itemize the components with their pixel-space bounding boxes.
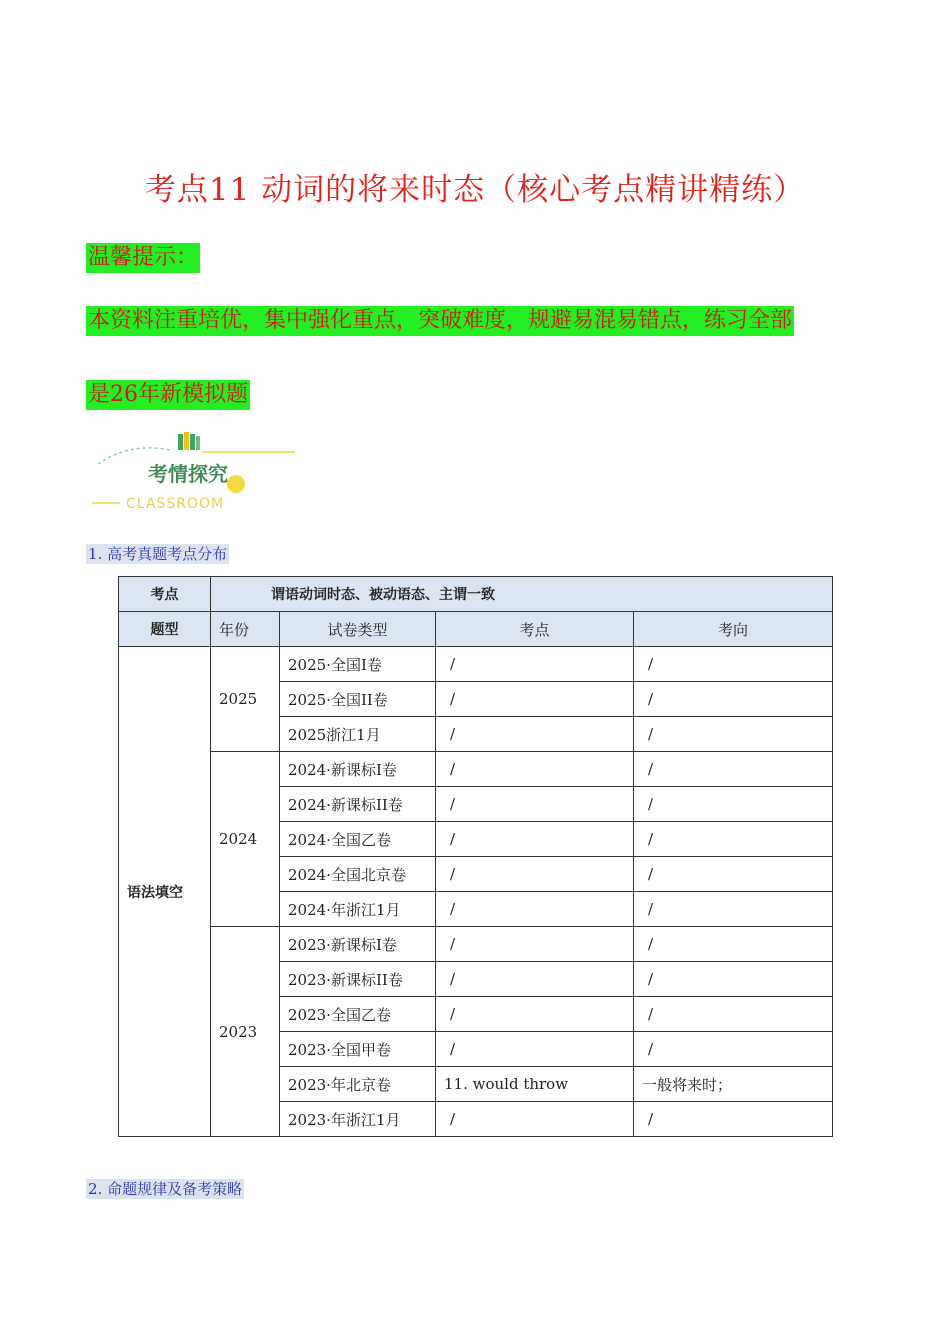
point-cell: /: [436, 682, 634, 717]
tip-label: 温馨提示：: [86, 243, 200, 273]
year-cell: 2024: [211, 752, 280, 927]
point-cell: /: [436, 752, 634, 787]
paper-cell: 2024·新课标I卷: [280, 752, 436, 787]
direction-cell: /: [634, 752, 833, 787]
header-point: 考点: [436, 612, 634, 647]
point-cell: /: [436, 927, 634, 962]
point-cell: /: [436, 892, 634, 927]
paper-cell: 2025·全国I卷: [280, 647, 436, 682]
direction-cell: /: [634, 682, 833, 717]
type-cell: 语法填空: [119, 647, 211, 1137]
direction-cell: /: [634, 717, 833, 752]
paper-cell: 2024·全国北京卷: [280, 857, 436, 892]
paper-cell: 2023·新课标II卷: [280, 962, 436, 997]
paper-cell: 2023·年北京卷: [280, 1067, 436, 1102]
year-cell: 2025: [211, 647, 280, 752]
paper-cell: 2025浙江1月: [280, 717, 436, 752]
point-cell: /: [436, 1102, 634, 1137]
direction-cell: /: [634, 787, 833, 822]
logo-subtitle: CLASSROOM: [126, 496, 225, 512]
header-direction: 考向: [634, 612, 833, 647]
direction-cell: /: [634, 1032, 833, 1067]
point-cell: /: [436, 997, 634, 1032]
header-topic: 谓语动词时态、被动语态、主谓一致: [211, 577, 833, 612]
point-cell: /: [436, 1032, 634, 1067]
table-row: [119, 752, 833, 787]
point-cell: /: [436, 787, 634, 822]
section-heading-2: 2. 命题规律及备考策略: [88, 1180, 243, 1198]
direction-cell: 一般将来时；: [634, 1067, 833, 1102]
point-cell: /: [436, 647, 634, 682]
table-row: [119, 927, 833, 962]
direction-cell: /: [634, 647, 833, 682]
paper-cell: 2023·新课标I卷: [280, 927, 436, 962]
point-cell: /: [436, 717, 634, 752]
paper-cell: 2023·全国甲卷: [280, 1032, 436, 1067]
paper-cell: 2025·全国II卷: [280, 682, 436, 717]
paper-cell: 2024·新课标II卷: [280, 787, 436, 822]
direction-cell: /: [634, 962, 833, 997]
paper-cell: 2023·全国乙卷: [280, 997, 436, 1032]
point-cell: 11. would throw: [436, 1067, 634, 1102]
paper-cell: 2024·全国乙卷: [280, 822, 436, 857]
tip-line-2: 是26年新模拟题: [86, 380, 250, 410]
direction-cell: /: [634, 927, 833, 962]
header-year: 年份: [211, 612, 280, 647]
table-row: [119, 647, 833, 682]
page-title: 考点11 动词的将来时态（核心考点精讲精练）: [144, 172, 806, 208]
direction-cell: /: [634, 1102, 833, 1137]
direction-cell: /: [634, 822, 833, 857]
point-cell: /: [436, 962, 634, 997]
header-paper: 试卷类型: [280, 612, 436, 647]
header-kaodian: 考点: [119, 577, 211, 612]
tip-line-1: 本资料注重培优，集中强化重点，突破难度，规避易混易错点，练习全部: [86, 306, 794, 336]
paper-cell: 2023·年浙江1月: [280, 1102, 436, 1137]
direction-cell: /: [634, 997, 833, 1032]
point-cell: /: [436, 822, 634, 857]
paper-cell: 2024·年浙江1月: [280, 892, 436, 927]
exam-distribution-table: [118, 576, 833, 1137]
year-cell: 2023: [211, 927, 280, 1137]
classroom-logo: [90, 428, 300, 514]
section-heading-1: 1. 高考真题考点分布: [88, 545, 228, 563]
direction-cell: /: [634, 857, 833, 892]
header-tixing: 题型: [119, 612, 211, 647]
logo-title: 考情探究: [148, 462, 228, 486]
direction-cell: /: [634, 892, 833, 927]
point-cell: /: [436, 857, 634, 892]
